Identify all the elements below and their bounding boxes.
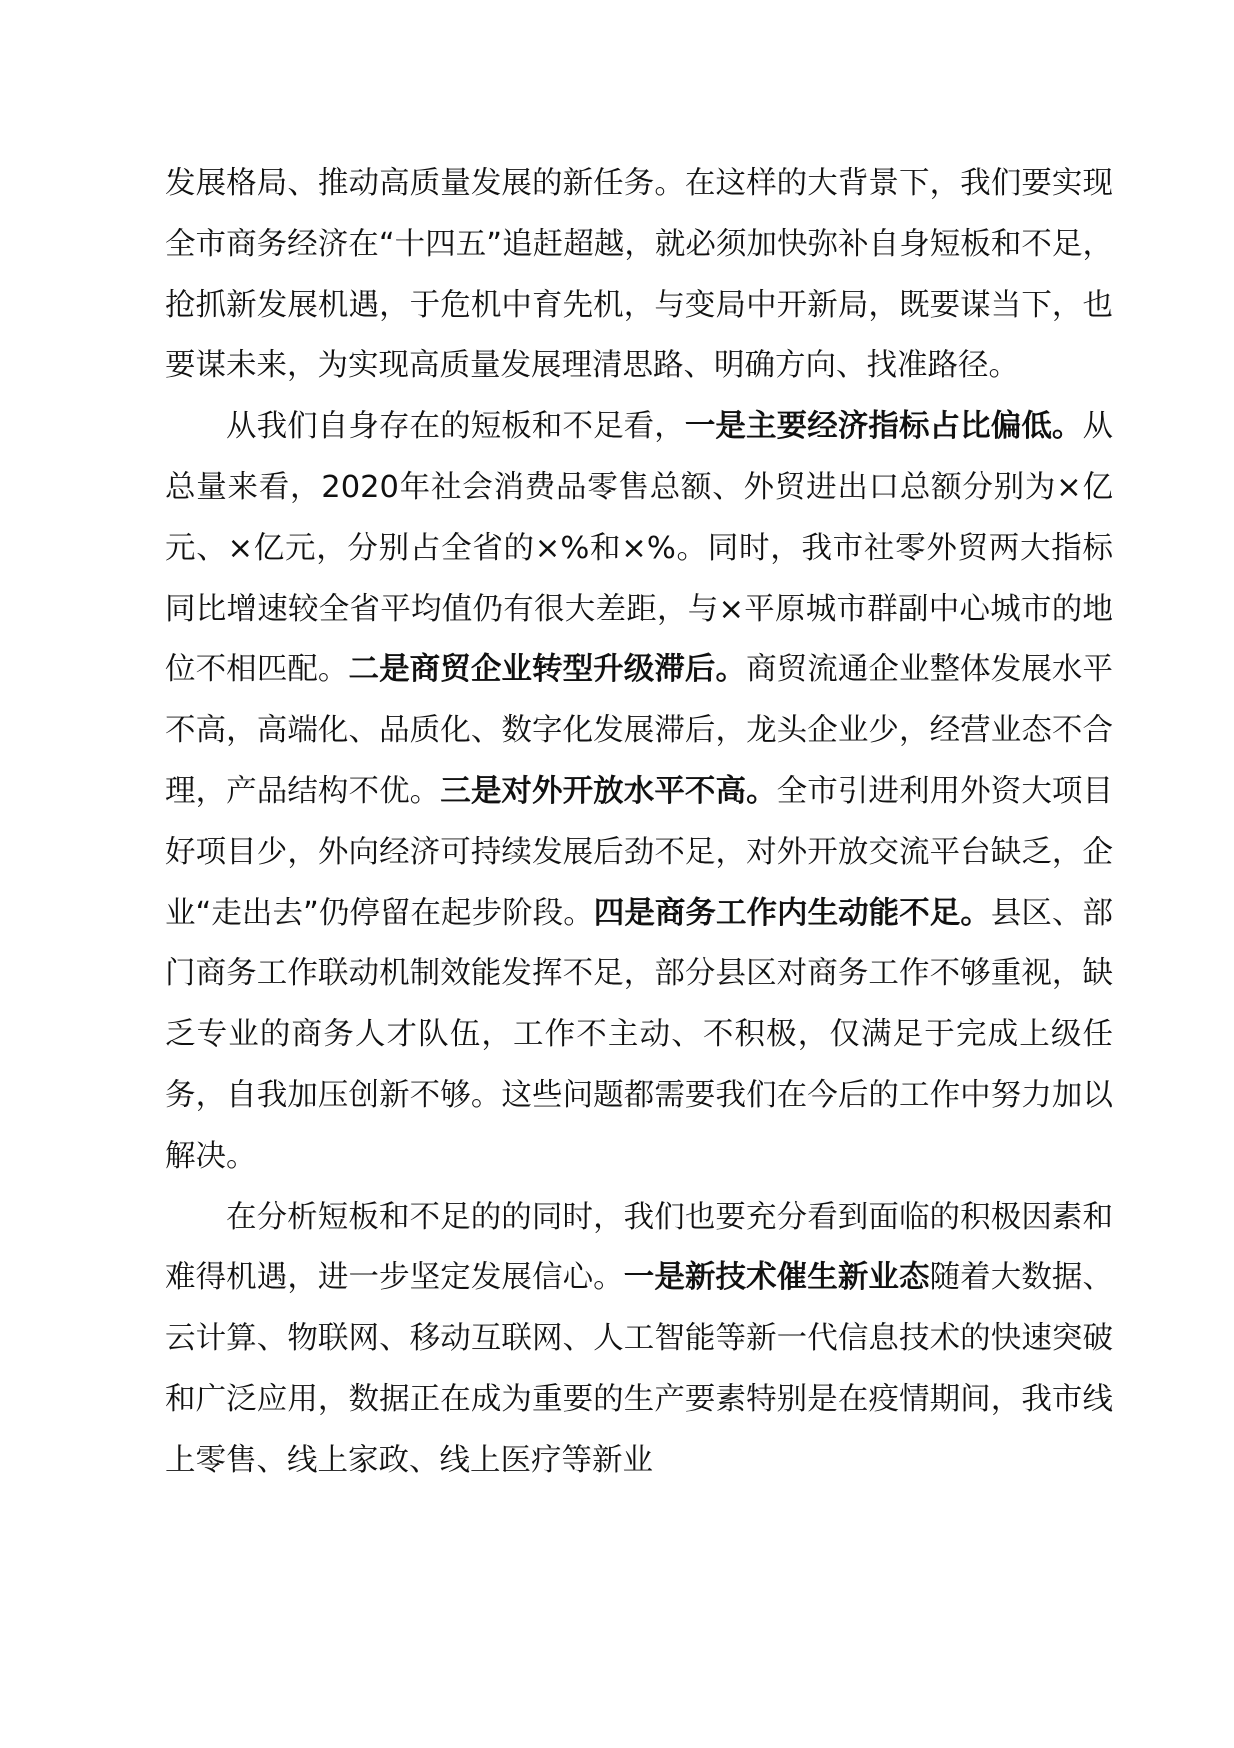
text-run: 从总量来看，2020年社会消费品零售总额、外贸进出口总额分别为×亿元、×亿元，分别占全省的×%和×%。同时，我市社零外贸两大指标同比增速较全省平均值仍有很大差距，与×平原城市群副中心城市的地位不相匹配。 xyxy=(165,409,1114,688)
paragraph-2 xyxy=(165,397,1113,1187)
bold-heading-run: 三是对外开放水平不高。 xyxy=(440,773,777,809)
text-run: 随着大数据、云计算、物联网、移动互联网、人工智能等新一代信息技术的快速突破和广泛应用，数据正在成为重要的生产要素特别是在疫情期间，我市线上零售、线上家政、线上医疗等新业 xyxy=(165,1260,1114,1478)
bold-heading-run: 一是新技术催生新业态 xyxy=(623,1260,930,1296)
text-run: 发展格局、推动高质量发展的新任务。在这样的大背景下，我们要实现全市商务经济在“十四五”追赶超越，就必须加快弥补自身短板和不足，抢抓新发展机遇，于危机中育先机，与变局中开新局，既要谋当下，也要谋未来，为实现高质量发展理清思路、明确方向、找准路径。 xyxy=(165,166,1113,384)
document-page xyxy=(165,154,1113,1492)
bold-heading-run: 一是主要经济指标占比偏低。 xyxy=(684,409,1083,445)
text-run: 从我们自身存在的短板和不足看， xyxy=(226,409,685,445)
bold-heading-run: 二是商贸企业转型升级滞后。 xyxy=(348,652,747,688)
paragraph-1 xyxy=(165,154,1113,397)
paragraph-3 xyxy=(165,1188,1113,1492)
text-run: 商贸流通企业整体发展水平不高，高端化、品质化、数字化发展滞后，龙头企业少，经营业态不合理，产品结构不优。 xyxy=(165,652,1114,809)
text-run: 县区、部门商务工作联动机制效能发挥不足，部分县区对商务工作不够重视，缺乏专业的商务人才队伍，工作不主动、不积极，仅满足于完成上级任务，自我加压创新不够。这些问题都需要我们在今后的工作中努力加以解决。 xyxy=(165,895,1114,1174)
text-run: 全市引进利用外资大项目好项目少，外向经济可持续发展后劲不足，对外开放交流平台缺乏，企业“走出去”仍停留在起步阶段。 xyxy=(165,773,1114,931)
bold-heading-run: 四是商务工作内生动能不足。 xyxy=(593,895,991,931)
text-run: 在分析短板和不足的的同时，我们也要充分看到面临的积极因素和难得机遇，进一步坚定发展信心。 xyxy=(165,1199,1113,1296)
